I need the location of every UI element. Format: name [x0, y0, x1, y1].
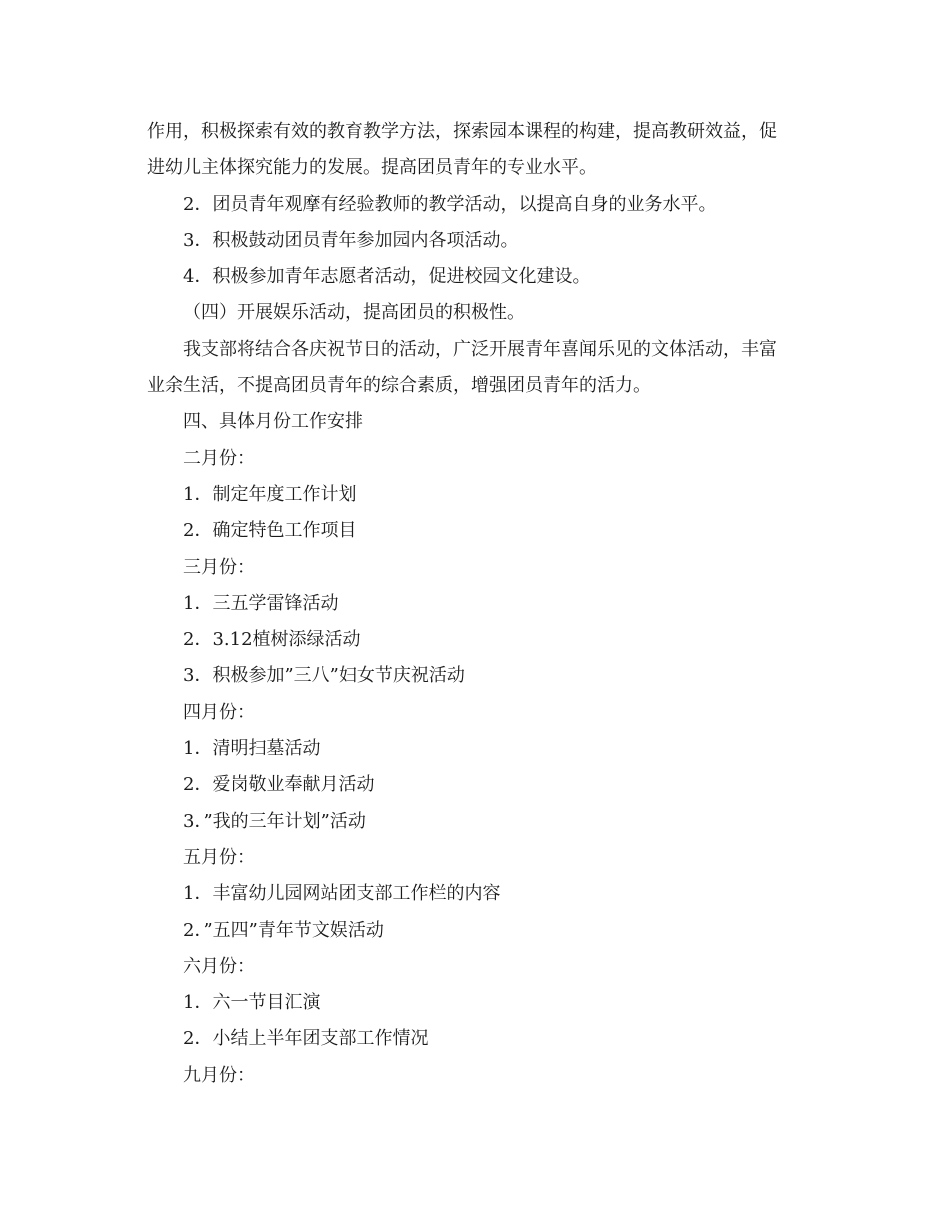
list-item: 1．丰富幼儿园网站团支部工作栏的内容 [183, 883, 501, 905]
paragraph-line: 进幼儿主体探究能力的发展。提高团员青年的专业水平。 [147, 157, 597, 179]
list-item: 1．六一节目汇演 [183, 992, 321, 1014]
section-heading: 四、具体月份工作安排 [183, 411, 363, 433]
list-item: 2．爱岗敬业奉献月活动 [183, 774, 375, 796]
list-item: 3．”我的三年计划”活动 [183, 810, 366, 832]
paragraph-line: 作用，积极探索有效的教育教学方法，探索园本课程的构建，提高教研效益，促 [147, 121, 777, 142]
month-heading: 五月份： [183, 846, 255, 868]
section-heading: （四）开展娱乐活动，提高团员的积极性。 [183, 302, 525, 324]
list-item: 1．三五学雷锋活动 [183, 592, 339, 614]
list-item: 4．积极参加青年志愿者活动，促进校园文化建设。 [183, 266, 591, 288]
list-item: 2．小结上半年团支部工作情况 [183, 1028, 429, 1050]
month-heading: 四月份： [183, 701, 255, 723]
list-item: 2．”五四”青年节文娱活动 [183, 919, 384, 941]
paragraph-line: 我支部将结合各庆祝节日的活动，广泛开展青年喜闻乐见的文体活动，丰富 [183, 338, 777, 360]
list-item: 3．积极参加”三八”妇女节庆祝活动 [183, 665, 465, 687]
list-item: 1．制定年度工作计划 [183, 483, 357, 505]
list-item: 2．3.12植树添绿活动 [183, 629, 361, 651]
list-item: 3．积极鼓动团员青年参加园内各项活动。 [183, 229, 519, 251]
month-heading: 九月份： [183, 1064, 255, 1086]
month-heading: 三月份： [183, 556, 255, 578]
document-body [147, 114, 807, 1094]
list-item: 2．确定特色工作项目 [183, 520, 357, 542]
list-item: 2．团员青年观摩有经验教师的教学活动，以提高自身的业务水平。 [183, 193, 717, 215]
month-heading: 六月份： [183, 955, 255, 977]
list-item: 1．清明扫墓活动 [183, 738, 321, 760]
month-heading: 二月份： [183, 447, 255, 469]
paragraph-line: 业余生活，不提高团员青年的综合素质，增强团员青年的活力。 [147, 375, 651, 397]
